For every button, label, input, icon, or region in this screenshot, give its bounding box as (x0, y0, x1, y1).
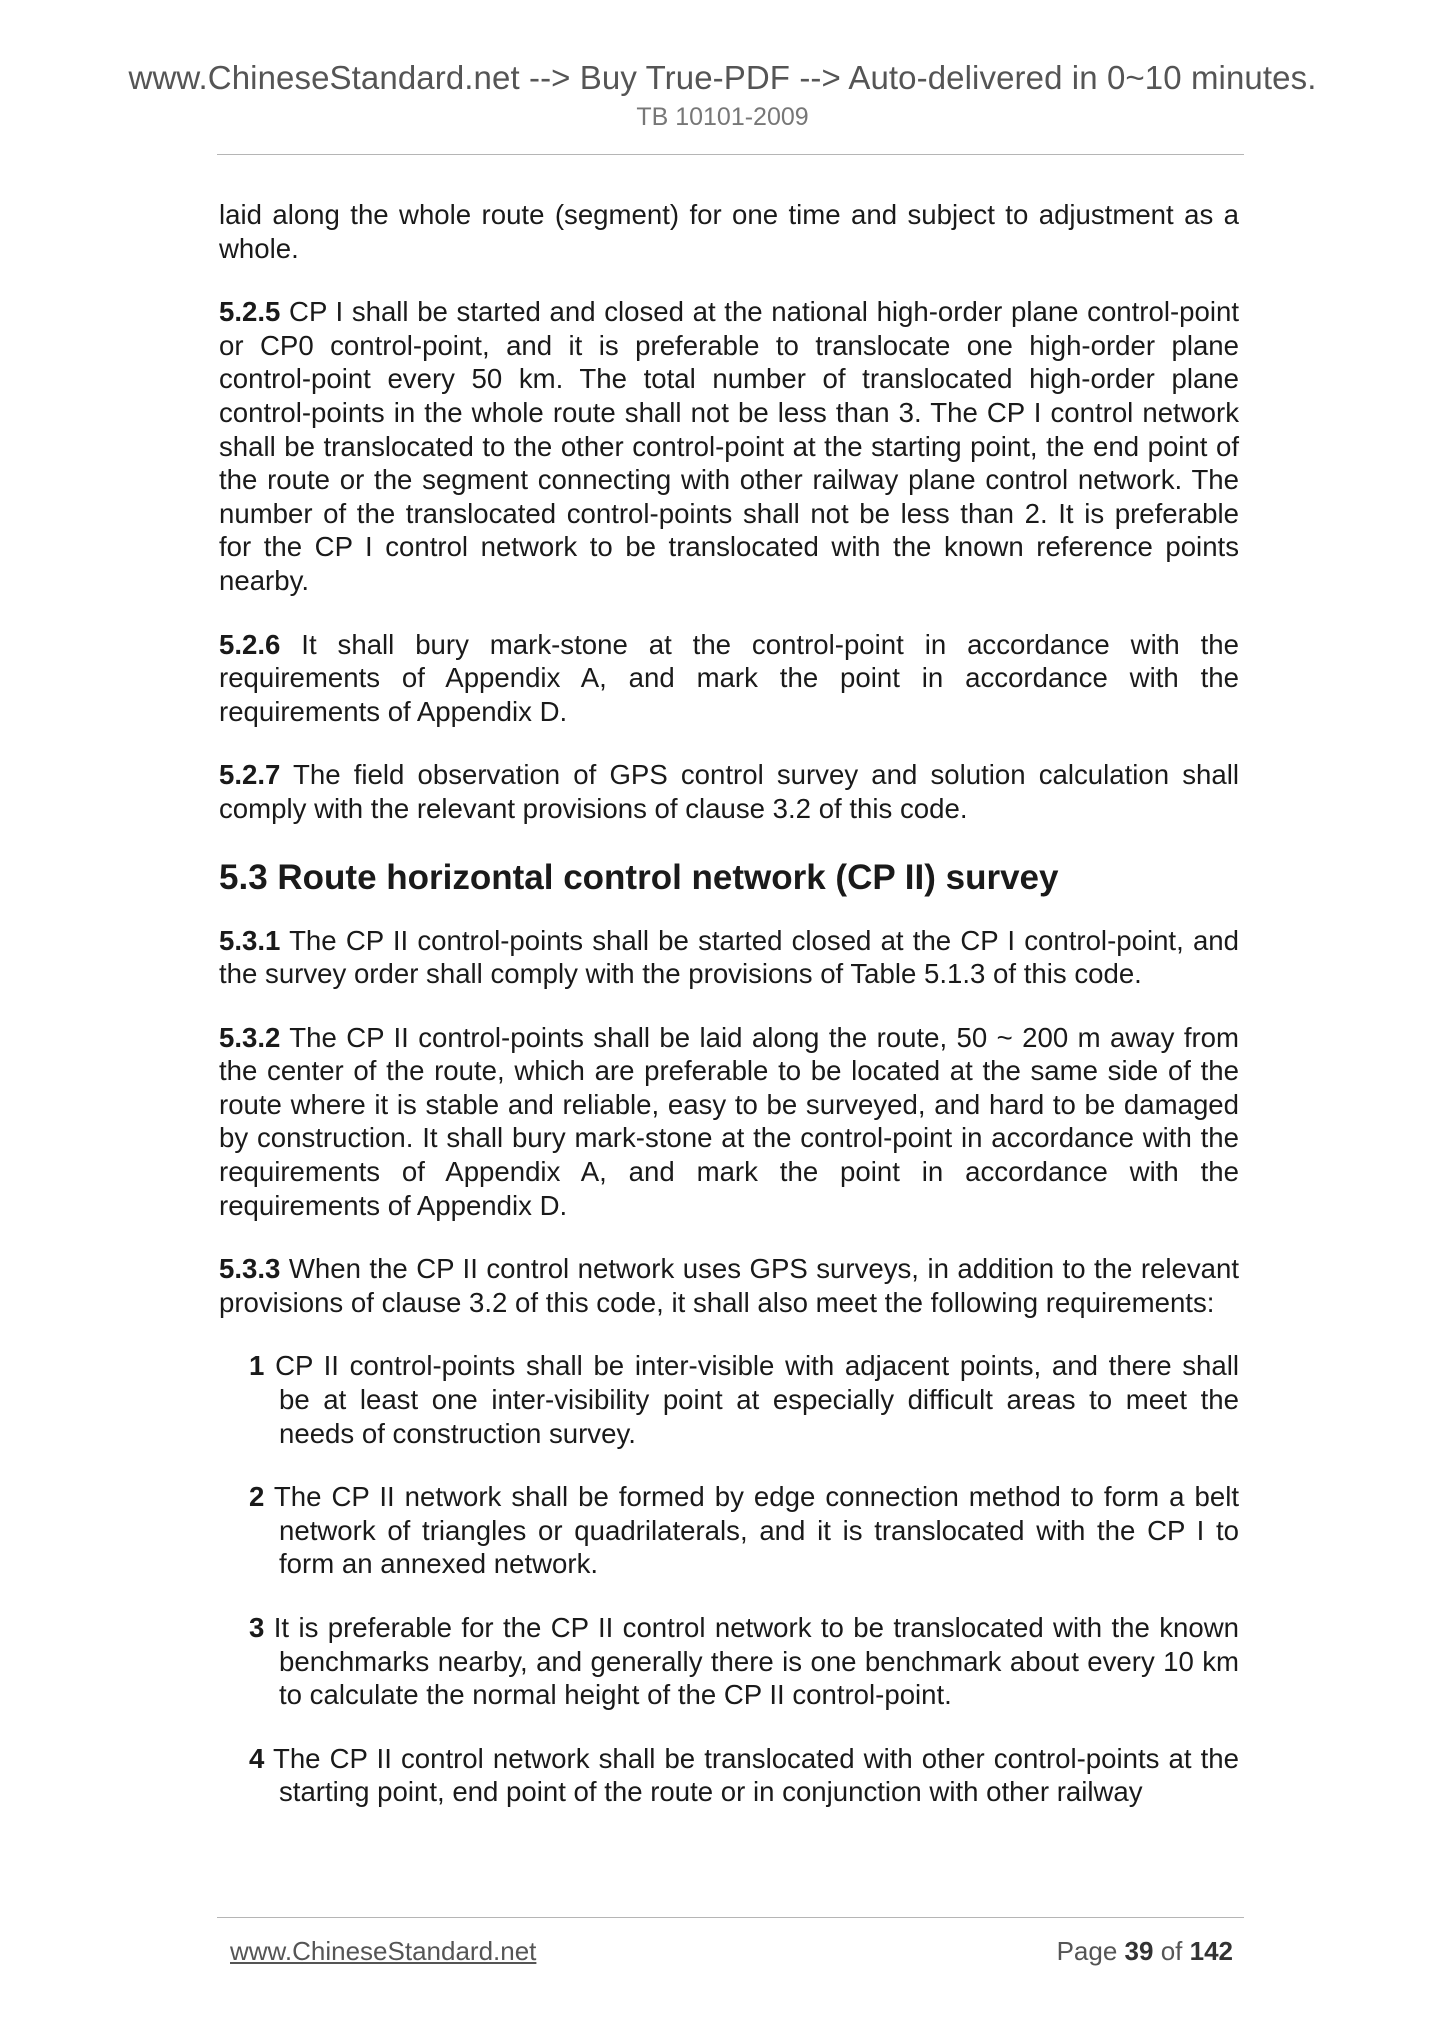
page-label: Page (1056, 1936, 1118, 1966)
clause-text: The field observation of GPS control survey and solution calculation shall comply with the relevant provisions of clause 3.2 of this code. (219, 759, 1239, 824)
list-number: 4 (249, 1742, 265, 1774)
clause-5-3-2 (219, 1021, 1239, 1223)
of-label: of (1160, 1936, 1183, 1966)
list-item (219, 1349, 1239, 1450)
clause-5-2-6 (219, 628, 1239, 729)
list-item (219, 1742, 1239, 1809)
footer-divider (217, 1917, 1244, 1918)
clause-text: The CP II control-points shall be laid along the route, 50 ~ 200 m away from the center of the route, which are preferable to be located at the same side of the route where it is stable and reliable, easy to be surveyed, and hard to be damaged by construction. It shall bury mark-stone at the control-point in accordance with the requirements of Appendix A, and mark the point in accordance with the requirements of Appendix D. (219, 1021, 1240, 1221)
clause-text: The CP II control-points shall be started closed at the CP I control-point, and the survey order shall comply with the provisions of Table 5.1.3 of this code. (219, 924, 1239, 990)
list-number: 3 (249, 1612, 265, 1643)
list-number: 2 (249, 1481, 265, 1513)
continuation-paragraph: laid along the whole route (segment) for one time and subject to adjustment as a whole. (219, 199, 1239, 264)
clause-5-3-3 (219, 1252, 1239, 1319)
clause-number: 5.3.1 (219, 924, 281, 956)
footer-site-link[interactable]: www.ChineseStandard.net (230, 1936, 537, 1966)
list-number: 1 (249, 1350, 265, 1382)
clause-number: 5.2.5 (219, 296, 281, 328)
clause-number: 5.2.6 (219, 628, 281, 660)
total-pages: 142 (1189, 1936, 1233, 1966)
clause-text: CP I shall be started and closed at the national high-order plane control-point or CP0 control-point, and it is preferable to translocate one high-order plane control-point every 50 km. The total number of translocated high-order plane control-points in the whole route shall not be less than 3. The CP I control network shall be translocated to the other control-point at the starting point, the end point of the route or the segment connecting with other railway plane control network. The number of the translocated control-points shall not be less than 2. It is preferable for the CP I control network to be translocated with the known reference points nearby. (219, 296, 1239, 596)
clause-text: When the CP II control network uses GPS surveys, in addition to the relevant provisions of clause 3.2 of this code, it shall also meet the following requirements: (219, 1253, 1240, 1318)
clause-5-3-1 (219, 924, 1239, 991)
clause-5-2-7 (219, 758, 1239, 825)
page-header (0, 58, 1445, 134)
clause-number: 5.3.3 (219, 1253, 281, 1285)
list-text: CP II control-points shall be inter-visible with adjacent points, and there shall be at least one inter-visibility point at especially difficult areas to meet the needs of construction survey. (275, 1350, 1240, 1449)
header-divider (217, 154, 1244, 155)
list-item (219, 1611, 1239, 1712)
clause-number: 5.2.7 (219, 759, 281, 791)
document-code: TB 10101-2009 (636, 103, 809, 131)
list-text: The CP II control network shall be translocated with other control-points at the starting point, end point of the route or in conjunction with other railway (272, 1742, 1240, 1808)
header-banner[interactable]: www.ChineseStandard.net --> Buy True-PDF --> Auto-delivered in 0~10 minutes. (128, 59, 1317, 96)
clause-text: It shall bury mark-stone at the control-point in accordance with the requirements of Appendix A, and mark the point in accordance with the requirements of Appendix D. (219, 628, 1240, 727)
clause-number: 5.3.2 (219, 1021, 281, 1053)
list-text: The CP II network shall be formed by edge connection method to form a belt network of triangles or quadrilaterals, and it is translocated with the CP I to form an annexed network. (273, 1481, 1239, 1580)
page-number (1057, 1934, 1233, 1968)
list-item (219, 1480, 1239, 1581)
page-content (219, 198, 1239, 1839)
list-text: It is preferable for the CP II control network to be translocated with the known benchmarks nearby, and generally there is one benchmark about every 10 km to calculate the normal height of the CP II control-point. (273, 1612, 1240, 1711)
section-title: 5.3 Route horizontal control network (CP II) survey (219, 857, 1059, 897)
current-page: 39 (1124, 1936, 1154, 1966)
clause-5-2-5 (219, 295, 1239, 597)
